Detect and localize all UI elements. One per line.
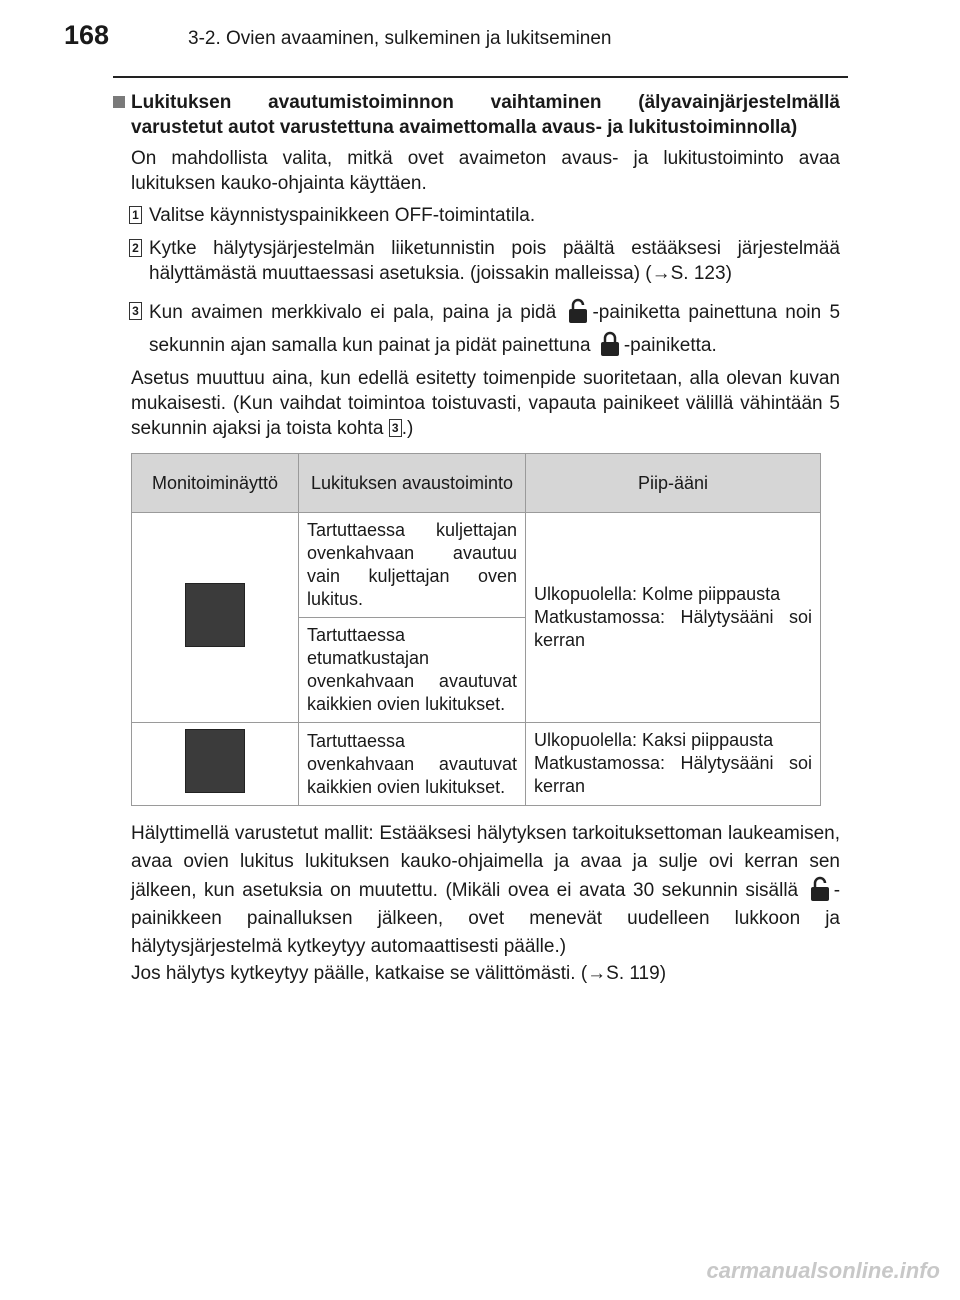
section-heading: Lukituksen avautumistoiminnon vaihtaminen (älyavainjärjestelmällä varustetut autot varustettuna avaimettomalla avaus- ja lukitustoiminnolla) — [113, 90, 840, 140]
lock-icon — [600, 331, 620, 357]
main-content — [113, 90, 840, 986]
car-display-driver-door-image — [185, 583, 245, 647]
step-text: Valitse käynnistyspainikkeen OFF-toimintatila. — [149, 205, 536, 226]
step-2 — [113, 236, 840, 286]
table-row — [132, 723, 821, 806]
display-cell — [132, 513, 299, 723]
step-1 — [113, 203, 840, 228]
intro-text: On mahdollista valita, mitkä ovet avaimeton avaus- ja lukitustoiminto avaa lukituksen kauko-ohjainta käyttäen. — [131, 148, 840, 194]
step-number: 1 — [129, 206, 142, 224]
unlock-icon — [568, 298, 588, 324]
table-header-row — [132, 454, 821, 513]
settings-table — [131, 453, 821, 806]
bullet-square-icon — [113, 96, 125, 108]
display-cell — [132, 723, 299, 806]
step-number: 3 — [129, 302, 142, 320]
page-header — [0, 18, 960, 58]
beep-cell: Ulkopuolella: Kaksi piippausta Matkustamossa: Hälytysääni soi kerran — [526, 723, 821, 806]
column-header: Monitoiminäyttö — [132, 454, 299, 513]
watermark: carmanualsonline.info — [706, 1258, 940, 1283]
page-number: 168 — [64, 20, 110, 50]
header-rule — [113, 76, 848, 78]
column-header: Lukituksen avaustoiminto — [299, 454, 526, 513]
function-cell: Tartuttaessa etumatkustajan ovenkahvaan avautuvat kaikkien ovien lukitukset. — [299, 618, 526, 723]
alarm-note: Hälyttimellä varustetut mallit: Estääksesi hälytyksen tarkoituksettoman laukeamisen, avaa ovien lukitus lukituksen kauko-ohjaimella ja avaa ja sulje ovi kerran sen jälkeen, kun asetuksia on muutettu. (Mikäli ovea ei avata 30 sekunnin sisällä -painikkeen painalluksen jälkeen, ovet menevät uudelleen lukkoon ja hälytysjärjestelmä kytkeytyy automaattisesti päälle.) — [131, 823, 841, 957]
step-3: 3 Kun avaimen merkkivalo ei pala, paina ja pidä -painiketta painettuna noin 5 sekunnin ajan samalla kun painat ja pidät painettuna -painiketta. — [113, 296, 840, 362]
alarm-note-2: Jos hälytys kytkeytyy päälle, katkaise se välittömästi. (→S. 119) — [131, 963, 667, 984]
function-cell: Tartuttaessa ovenkahvaan avautuvat kaikkien ovien lukitukset. — [299, 723, 526, 806]
setting-change-text: Asetus muuttuu aina, kun edellä esitetty toimenpide suoritetaan, alla olevan kuvan mukaisesti. (Kun vaihdat toimintoa toistuvasti, vapauta painikeet välillä vähintään 5 sekunnin ajaksi ja toista kohta 3 .) — [131, 368, 840, 439]
step-number: 2 — [129, 239, 142, 257]
column-header: Piip-ääni — [526, 454, 821, 513]
table-row — [132, 513, 821, 618]
car-display-all-doors-image — [185, 729, 245, 793]
step-text: Kytke hälytysjärjestelmän liiketunnistin pois päältä estääksesi järjestelmää hälyttämästä muuttaessasi asetuksia. (joissakin malleissa) (→S. 123) — [149, 238, 840, 284]
function-cell: Tartuttaessa kuljettajan ovenkahvaan avautuu vain kuljettajan oven lukitus. — [299, 513, 526, 618]
beep-cell: Ulkopuolella: Kolme piippausta Matkustamossa: Hälytysääni soi kerran — [526, 513, 821, 723]
section-title: 3-2. Ovien avaaminen, sulkeminen ja lukitseminen — [188, 28, 612, 49]
unlock-icon — [810, 876, 830, 902]
step-reference: 3 — [389, 419, 402, 437]
